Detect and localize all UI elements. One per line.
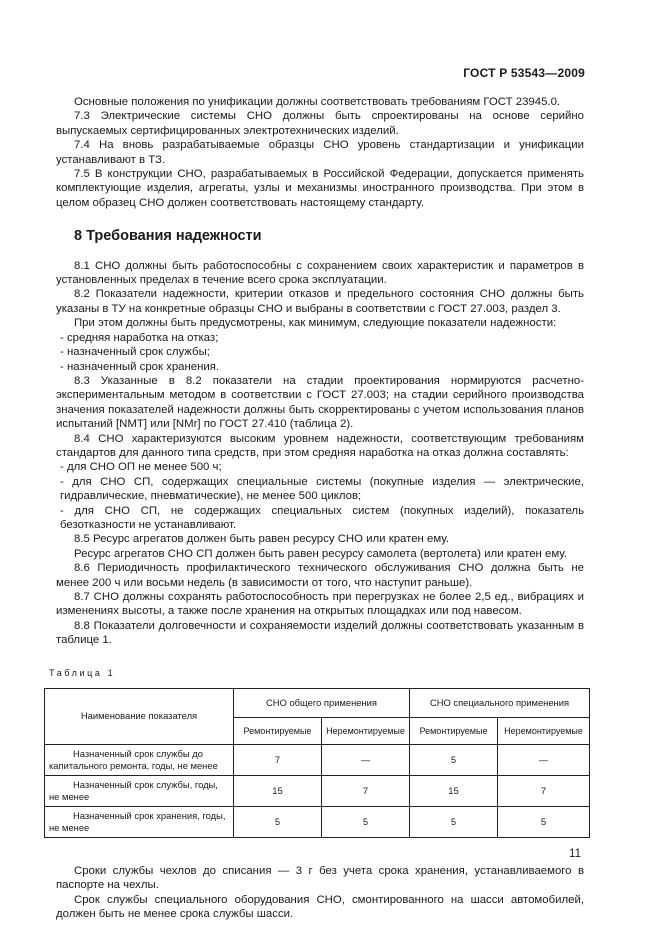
table-cell: 5 — [234, 807, 322, 838]
page-number: 11 — [569, 848, 581, 860]
paragraph-minimum-indicators: При этом должны быть предусмотрены, как минимум, следующие показатели надежности: — [74, 317, 557, 330]
list-item: - для СНО СП, содержащих специальные системы (покупные изделия — электрические, гидравлические, пневматические), не менее 500 циклов; — [60, 475, 584, 503]
table-cell: — — [322, 745, 410, 776]
column-group-special: СНО специального применения — [410, 689, 590, 718]
table-cell-indicator: Назначенный срок службы до капитального ремонта, годы, не менее — [45, 745, 234, 776]
reliability-table — [44, 688, 590, 838]
section-8-heading: 8 Требования надежности — [74, 228, 262, 245]
list-item: - для СНО СП, не содержащих специальных систем (покупных изделий), показатель безотказности не устанавливают. — [60, 504, 584, 531]
table-cell: 7 — [498, 776, 590, 807]
paragraph-unification: Основные положения по унификации должны соответствовать требованиям ГОСТ 23945.0. — [74, 96, 561, 108]
paragraph-7-3: 7.3 Электрические системы СНО должны быть спроектированы на основе серийно выпускаемых сертифицированных электротехнических изделий. — [56, 110, 584, 137]
paragraph-covers-lifetime: Сроки службы чехлов до списания — 3 г без учета срока хранения, устанавливаемого в паспорте на чехлы. — [56, 865, 584, 892]
paragraph-8-7: 8.7 СНО должны сохранять работоспособность при перегрузках не более 2,5 ед., вибрациях и изменениях высоты, а также после хранения на открытых площадках или под навесом. — [56, 591, 584, 618]
column-group-general: СНО общего применения — [234, 689, 410, 718]
paragraph-7-4: 7.4 На вновь разрабатываемые образцы СНО уровень стандартизации и унификации устанавливают в ТЗ. — [56, 139, 584, 166]
table-row — [45, 807, 590, 838]
list-item: - назначенный срок хранения. — [60, 360, 220, 373]
list-item: - назначенный срок службы; — [60, 346, 210, 359]
table-row — [45, 745, 590, 776]
paragraph-8-3: 8.3 Указанные в 8.2 показатели на стадии проектирования нормируются расчетно-экспериментальным методом в соответствии с ГОСТ 27.003; на стадии серийного производства значения показателей надежности должны быть скорректированы с учетом использования планов испытаний [NMT] или [NMr] по ГОСТ 27.410 (таблица 2). — [56, 374, 584, 431]
table-cell: 5 — [410, 807, 498, 838]
table-caption: Таблица 1 — [49, 667, 116, 678]
column-header-nonrepairable: Неремонтируемые — [498, 718, 590, 745]
table-cell: — — [498, 745, 590, 776]
paragraph-8-5-aggregates: Ресурс агрегатов СНО СП должен быть равен ресурсу самолета (вертолета) или кратен ему. — [74, 547, 568, 560]
list-item: - средняя наработка на отказ; — [60, 331, 219, 344]
table-cell-indicator: Назначенный срок хранения, годы, не менее — [45, 807, 234, 838]
paragraph-8-2: 8.2 Показатели надежности, критерии отказов и предельного состояния СНО должны быть указаны в ТУ на конкретные образцы СНО и выбраны в соответствии с ГОСТ 27.003, раздел 3. — [56, 288, 584, 315]
table-cell: 7 — [322, 776, 410, 807]
table-header-row — [45, 689, 590, 718]
paragraph-8-8: 8.8 Показатели долговечности и сохраняемости изделий должны соответствовать указанным в таблице 1. — [56, 619, 584, 647]
paragraph-chassis-lifetime: Срок службы специального оборудования СНО, смонтированного на шасси автомобилей, должен быть не менее срока службы шасси. — [56, 893, 584, 921]
after-table-block — [56, 864, 584, 922]
table-cell: 5 — [498, 807, 590, 838]
table-cell-indicator: Назначенный срок службы, годы, не менее — [45, 776, 234, 807]
column-header-repairable: Ремонтируемые — [410, 718, 498, 745]
table-cell: 5 — [410, 745, 498, 776]
paragraph-8-1: 8.1 СНО должны быть работоспособны с сохранением своих характеристик и параметров в установленных пределах в течение всего срока эксплуатации. — [56, 259, 584, 287]
paragraph-7-5: 7.5 В конструкции СНО, разрабатываемых в Российской Федерации, допускается применять комплектующие изделия, агрегаты, узлы и механизмы иностранного производства. При этом в целом образец СНО должен соответствовать настоящему стандарту. — [56, 168, 584, 209]
table-cell: 5 — [322, 807, 410, 838]
table-cell: 7 — [234, 745, 322, 776]
table-row — [45, 776, 590, 807]
table-cell: 15 — [410, 776, 498, 807]
paragraph-8-5: 8.5 Ресурс агрегатов должен быть равен ресурсу СНО или кратен ему. — [74, 533, 450, 546]
paragraph-8-6: 8.6 Периодичность профилактического технического обслуживания СНО должна быть не менее 200 ч или восьми недель (в зависимости от того, что наступит раньше). — [56, 562, 584, 589]
page-content — [49, 95, 584, 922]
column-header-repairable: Ремонтируемые — [234, 718, 322, 745]
table-cell: 15 — [234, 776, 322, 807]
column-header-name: Наименование показателя — [45, 689, 234, 745]
column-header-nonrepairable: Неремонтируемые — [322, 718, 410, 745]
list-item: - для СНО ОП не менее 500 ч; — [60, 461, 222, 474]
document-header: ГОСТ Р 53543—2009 — [463, 66, 585, 80]
paragraph-8-4: 8.4 СНО характеризуются высоким уровнем надежности, соответствующим требованиям стандартов для данного типа средств, при этом средняя наработка на отказ должна составлять: — [56, 432, 584, 459]
